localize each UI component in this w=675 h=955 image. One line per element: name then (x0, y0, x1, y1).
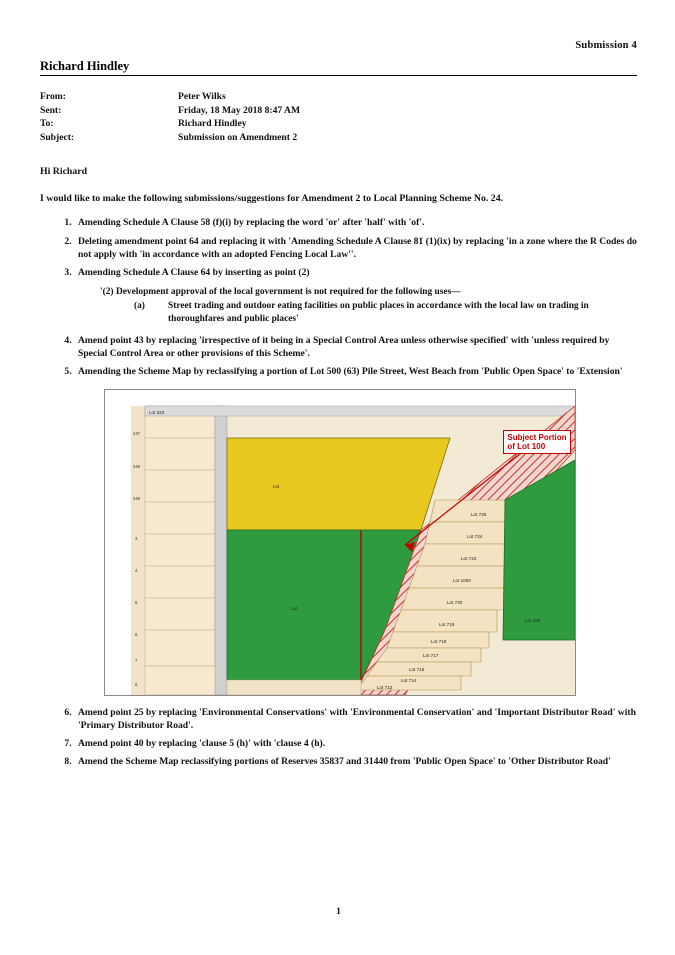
map-tick-label: 7 (134, 657, 137, 663)
map-tick-label: 5 (134, 599, 137, 605)
greeting-text: Hi Richard (40, 166, 88, 178)
meta-row (40, 104, 637, 118)
map-lot-label: Lot 713 (376, 684, 392, 690)
meta-row (40, 117, 637, 131)
quote-sub-number: (a) (134, 300, 145, 311)
quote-subline (134, 300, 637, 326)
meta-row (40, 90, 637, 104)
cadastral-map (104, 389, 576, 696)
cadastral-map-figure (104, 389, 574, 696)
map-lot-label: Lot (290, 605, 297, 611)
meta-label-from: From: (40, 91, 66, 102)
map-lot-label: Lot 716 (408, 666, 424, 672)
quote-sub-text: Street trading and outdoor eating facilities on public places in accordance with the local law on trading in thoroughfares and public places' (168, 300, 589, 324)
list-item: 4. Amend point 43 by replacing 'irrespective of it being in a Special Control Area unless otherwise specified' with 'unless required by Special Control Area or other provisions of this Scheme'. (74, 334, 637, 360)
map-lot-label: Lot 719 (438, 621, 454, 627)
map-lot-label: Lot (272, 483, 279, 489)
submission-header: Submission 4 (575, 40, 637, 51)
page-number: 1 (336, 907, 341, 917)
meta-label-sent: Sent: (40, 104, 62, 116)
map-lot-label: Lot 724 (466, 533, 482, 539)
map-tick-label: 247 (132, 430, 140, 436)
map-lot-label: Lot 1000 (452, 577, 471, 583)
list-item: 7. Amend point 40 by replacing 'clause 5 (h)' with 'clause 4 (h). (74, 737, 637, 750)
map-tick-label: 8 (134, 681, 137, 687)
meta-value-subject: Submission on Amendment 2 (178, 131, 298, 143)
meta-label-subject: Subject: (40, 131, 75, 143)
meta-value-from: Peter Wilks (178, 91, 226, 102)
callout-line-1: Subject Portion (507, 432, 567, 442)
quoted-clause (100, 286, 637, 325)
list-item: 5. Amending the Scheme Map by reclassifying a portion of Lot 500 (63) Pile Street, West Beach from 'Public Open Space' to 'Extension' (74, 365, 637, 378)
quote-text: Development approval of the local government is not required for the following uses— (116, 287, 461, 298)
intro-paragraph: I would like to make the following submissions/suggestions for Amendment 2 to Local Planning Scheme No. 24. (40, 193, 504, 205)
list-item (74, 266, 637, 326)
list-item: 1. Amending Schedule A Clause 58 (f)(i) by replacing the word 'or' after 'half' with 'of'. (74, 216, 637, 229)
callout-line-2: of Lot 100 (507, 441, 546, 451)
map-lot-label: Lot 323 (148, 409, 164, 415)
map-callout-subject-portion (503, 430, 570, 454)
list-item: 8. Amend the Scheme Map reclassifying portions of Reserves 35837 and 31440 from 'Public Open Space' to 'Other Distributor Road' (74, 755, 637, 768)
meta-value-to: Richard Hindley (178, 118, 247, 130)
meta-label-to: To: (40, 118, 54, 130)
map-tick-label: 249 (132, 495, 140, 501)
page-content (40, 40, 637, 925)
page-title: Richard Hindley (40, 59, 130, 73)
meta-row (40, 131, 637, 145)
quote-number: '(2) (100, 287, 114, 298)
document-title-row (40, 59, 637, 76)
map-lot-label: Lot 717 (422, 652, 438, 658)
map-lot-label: Lot 718 (430, 638, 446, 644)
list-item: 2. Deleting amendment point 64 and replacing it with 'Amending Schedule A Clause 81 (1)(ix) by replacing 'in a zone where the R Codes do not apply with 'in accordance with an adopted Fencing Local Law''. (74, 235, 637, 261)
map-tick-label: 3 (134, 535, 137, 541)
email-metadata (40, 90, 637, 144)
map-lot-label: Lot 100 (524, 617, 540, 623)
map-lot-label: Lot 725 (470, 511, 486, 517)
map-lot-label: Lot 714 (400, 677, 416, 683)
map-tick-label: 6 (134, 631, 137, 637)
map-tick-label: 4 (134, 567, 137, 573)
quote-line (100, 286, 637, 299)
submission-list (40, 216, 637, 378)
submission-list-continued (40, 706, 637, 769)
map-lot-label: Lot 720 (446, 599, 462, 605)
list-item-text: Amending Schedule A Clause 64 by inserting as point (2) (78, 267, 310, 279)
map-tick-label: 248 (132, 463, 140, 469)
meta-value-sent: Friday, 18 May 2018 8:47 AM (178, 104, 301, 116)
map-lot-label: Lot 723 (460, 555, 476, 561)
list-item: 6. Amend point 25 by replacing 'Environmental Conservations' with 'Environmental Conservation' and 'Important Distributor Road' with 'Primary Distributor Road'. (74, 706, 637, 732)
